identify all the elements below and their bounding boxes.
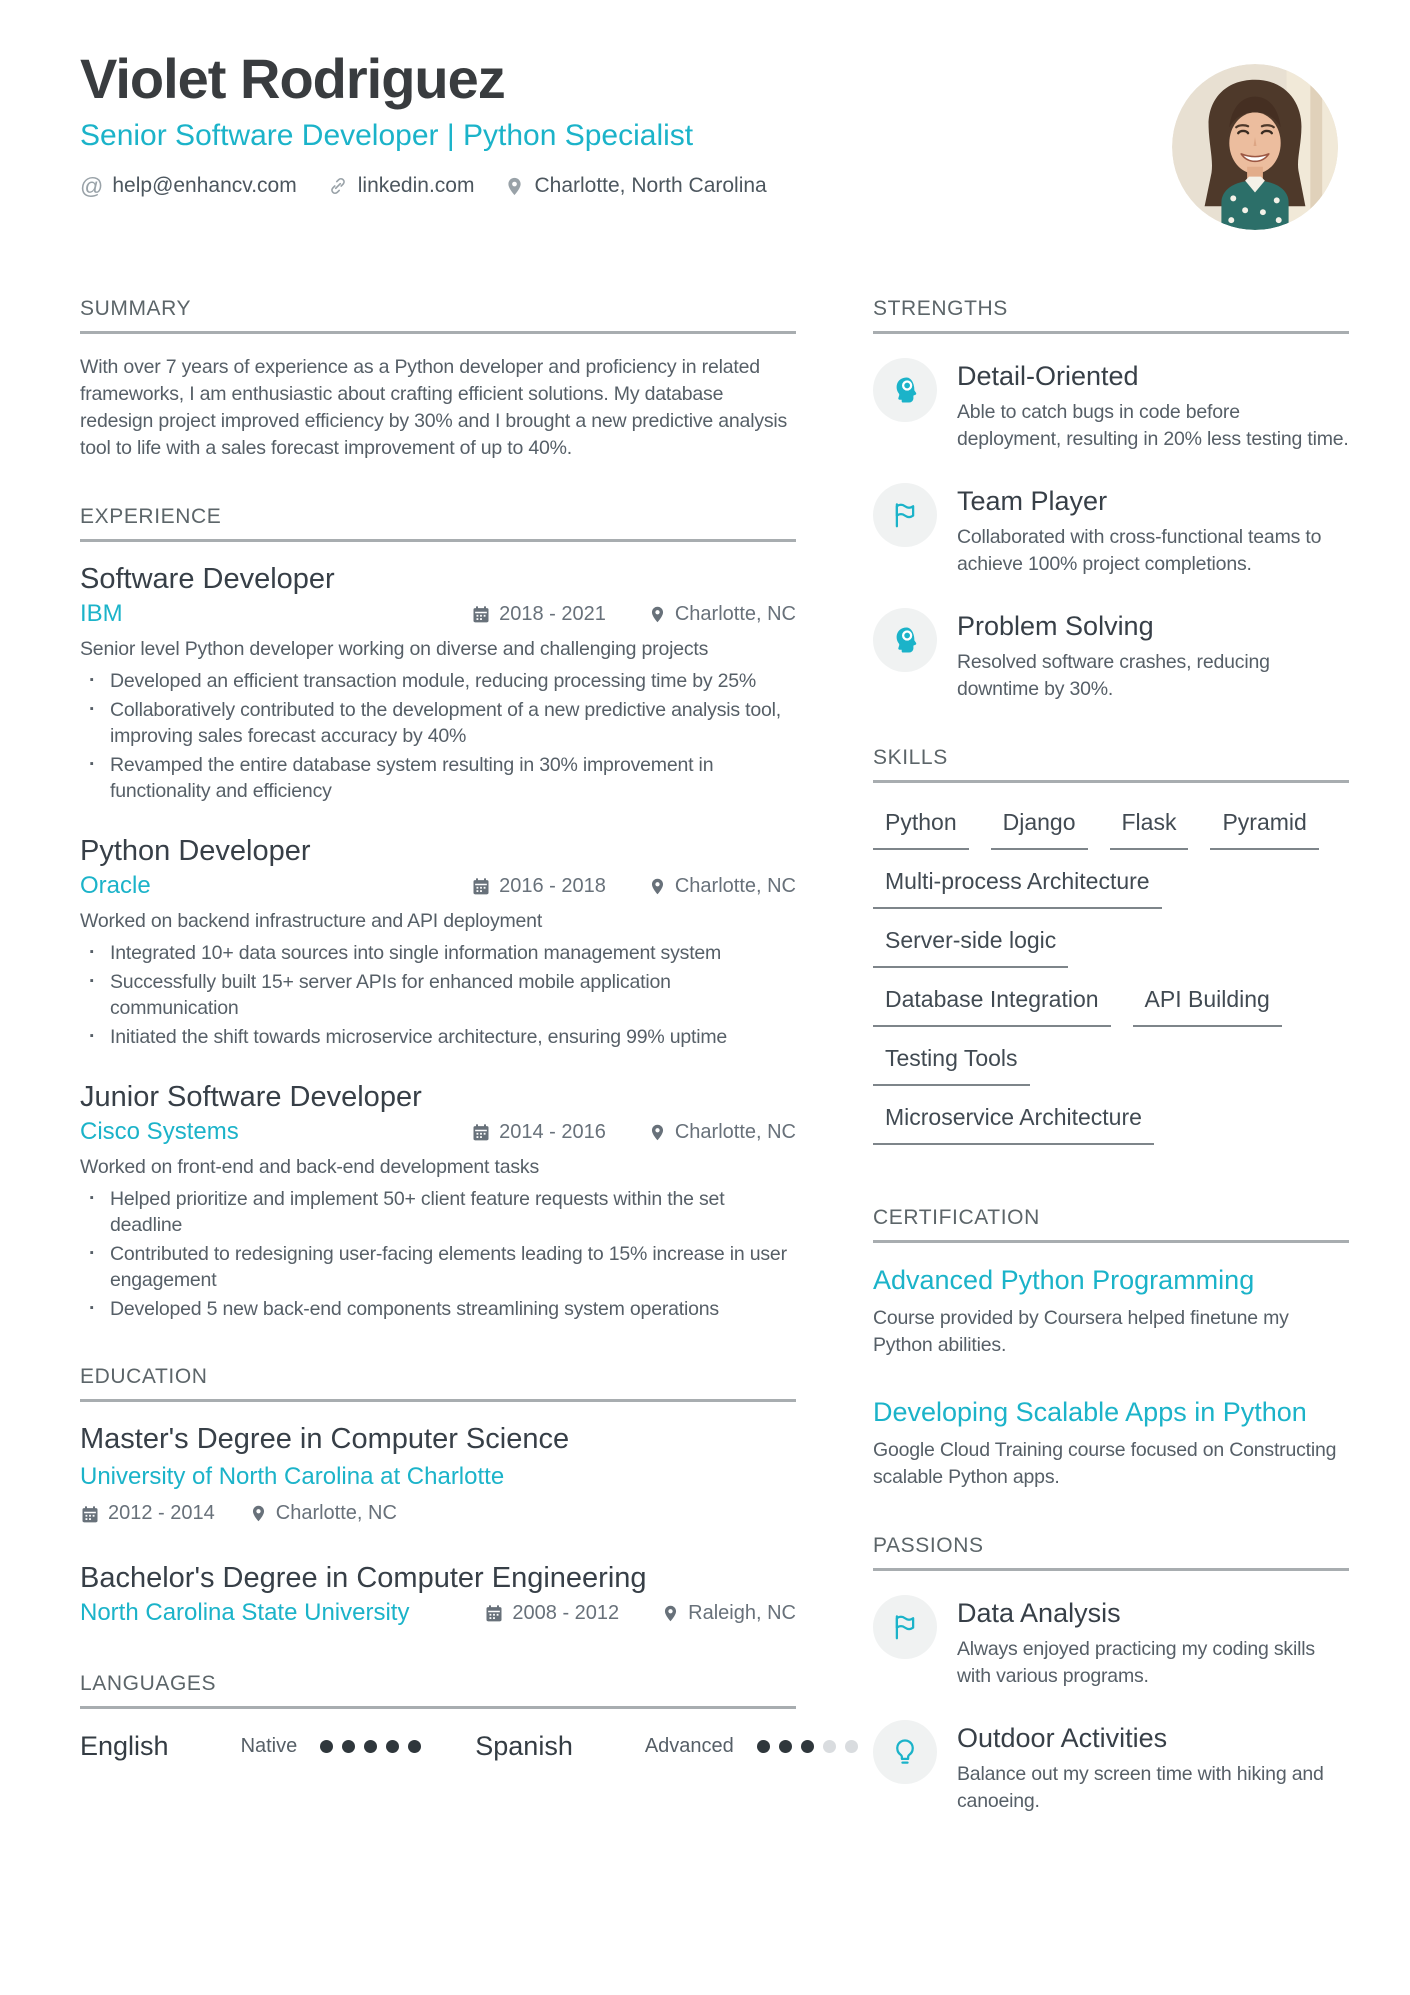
skills-list (873, 783, 1349, 1163)
education-dates: 2012 - 2014 (80, 1502, 215, 1525)
education-heading: EDUCATION (80, 1364, 796, 1402)
job-location: Charlotte, NC (648, 603, 796, 626)
contact-item-linkedin[interactable] (327, 174, 475, 198)
language-level: Native (240, 1734, 298, 1757)
language-row (80, 1729, 796, 1763)
skills-heading: SKILLS (873, 745, 1349, 783)
avatar (1172, 64, 1338, 230)
section-skills (873, 745, 1349, 1163)
job-bullets (80, 940, 796, 1050)
skill-tag: Multi-process Architecture (873, 868, 1162, 909)
education-entry (80, 1561, 796, 1629)
bullet-item: · Developed an efficient transaction module, reducing processing time by 25% (80, 668, 796, 694)
strength-text: Able to catch bugs in code before deployment, resulting in 20% less testing time. (957, 401, 1349, 450)
strength-text: Collaborated with cross-functional teams to achieve 100% project completions. (957, 526, 1322, 575)
job-title: Junior Software Developer (80, 1081, 422, 1113)
language-name: English (80, 1731, 169, 1761)
job-summary: Worked on backend infrastructure and API deployment (80, 910, 543, 932)
left-column (80, 296, 796, 1857)
languages-heading: LANGUAGES (80, 1671, 796, 1709)
contact-linkedin-text: linkedin.com (357, 174, 475, 197)
strength-title: Team Player (957, 486, 1108, 516)
skill-tag: Server-side logic (873, 927, 1068, 968)
certification-title: Developing Scalable Apps in Python (873, 1397, 1307, 1427)
contact-location-text: Charlotte, North Carolina (534, 174, 767, 197)
passion-item (873, 1720, 1349, 1815)
contact-row (80, 174, 1330, 198)
degree-title: Bachelor's Degree in Computer Engineering (80, 1562, 647, 1594)
skill-tag: Python (873, 809, 969, 850)
section-certification (873, 1205, 1349, 1491)
bullet-item: · Revamped the entire database system resulting in 30% improvement in functionality and efficiency (80, 752, 796, 804)
job-bullets (80, 1186, 796, 1322)
job-company: Cisco Systems (80, 1118, 239, 1145)
certification-item (873, 1395, 1349, 1491)
section-experience (80, 504, 796, 1322)
skill-tag: Pyramid (1210, 809, 1318, 850)
job-summary: Worked on front-end and back-end development tasks (80, 1156, 539, 1178)
job-company: IBM (80, 600, 123, 627)
contact-item-email[interactable] (80, 174, 297, 198)
strength-title: Problem Solving (957, 611, 1154, 641)
skill-tag: Flask (1110, 809, 1189, 850)
experience-heading: EXPERIENCE (80, 504, 796, 542)
school-name: North Carolina State University (80, 1599, 410, 1626)
language-name: Spanish (475, 1731, 573, 1761)
location-pin-icon (648, 605, 667, 624)
location-pin-icon (504, 176, 525, 197)
certification-text: Google Cloud Training course focused on Constructing scalable Python apps. (873, 1439, 1337, 1488)
job-summary: Senior level Python developer working on diverse and challenging projects (80, 638, 709, 660)
certification-item (873, 1263, 1349, 1359)
skill-tag: Microservice Architecture (873, 1104, 1154, 1145)
language-level-dots (311, 1740, 421, 1753)
bullet-item: · Initiated the shift towards microservice architecture, ensuring 99% uptime (80, 1024, 796, 1050)
strength-item (873, 483, 1349, 578)
calendar-icon (471, 1122, 491, 1142)
passion-title: Data Analysis (957, 1598, 1121, 1628)
section-summary (80, 296, 796, 462)
school-name: University of North Carolina at Charlotte (80, 1463, 505, 1490)
education-location: Raleigh, NC (661, 1602, 796, 1625)
job-location: Charlotte, NC (648, 1121, 796, 1144)
degree-title: Master's Degree in Computer Science (80, 1423, 570, 1455)
summary-text: With over 7 years of experience as a Python developer and proficiency in related frameworks, I am enthusiastic about crafting efficient solutions. My database redesign project improved efficiency by 30% and I brought a new predictive analysis tool to life with a sales forecast improvement of up to 40%. (80, 356, 788, 459)
right-column (873, 296, 1349, 1857)
language-item (475, 1729, 858, 1763)
head-icon (873, 608, 937, 672)
contact-item-location (504, 174, 766, 198)
certification-text: Course provided by Coursera helped finetune my Python abilities. (873, 1307, 1289, 1356)
passions-heading: PASSIONS (873, 1533, 1349, 1571)
location-pin-icon (648, 1123, 667, 1142)
strength-item (873, 608, 1349, 703)
job-dates: 2018 - 2021 (471, 603, 606, 626)
flag-icon (873, 483, 937, 547)
job-entry (80, 1080, 796, 1322)
section-passions (873, 1533, 1349, 1815)
skill-tag: API Building (1133, 986, 1282, 1027)
calendar-icon (471, 604, 491, 624)
language-item (80, 1729, 421, 1763)
job-entry (80, 562, 796, 804)
bullet-item: · Collaboratively contributed to the development of a new predictive analysis tool, improving sales forecast accuracy by 40% (80, 697, 796, 749)
contact-email-text: help@enhancv.com (112, 174, 297, 197)
education-location: Charlotte, NC (249, 1502, 397, 1525)
person-name: Violet Rodriguez (80, 47, 505, 110)
head-icon (873, 358, 937, 422)
location-pin-icon (249, 1504, 268, 1523)
bullet-item: · Integrated 10+ data sources into single information management system (80, 940, 796, 966)
at-icon: @ (80, 173, 104, 199)
strength-text: Resolved software crashes, reducing downtime by 30%. (957, 651, 1270, 700)
skill-tag: Django (991, 809, 1088, 850)
location-pin-icon (661, 1604, 680, 1623)
language-level: Advanced (644, 1734, 734, 1757)
location-pin-icon (648, 877, 667, 896)
passion-text: Balance out my screen time with hiking and canoeing. (957, 1763, 1324, 1812)
job-dates: 2016 - 2018 (471, 875, 606, 898)
content-columns (0, 296, 1410, 1857)
passion-title: Outdoor Activities (957, 1723, 1168, 1753)
job-title: Python Developer (80, 835, 311, 867)
job-location: Charlotte, NC (648, 875, 796, 898)
job-dates: 2014 - 2016 (471, 1121, 606, 1144)
summary-heading: SUMMARY (80, 296, 796, 334)
job-company: Oracle (80, 872, 151, 899)
strengths-heading: STRENGTHS (873, 296, 1349, 334)
skill-tag: Testing Tools (873, 1045, 1030, 1086)
flag-icon (873, 1595, 937, 1659)
certification-title: Advanced Python Programming (873, 1265, 1255, 1295)
strength-item (873, 358, 1349, 453)
calendar-icon (471, 876, 491, 896)
language-level-dots (748, 1740, 858, 1753)
education-entry (80, 1422, 796, 1525)
passion-item (873, 1595, 1349, 1690)
calendar-icon (484, 1603, 504, 1623)
passion-text: Always enjoyed practicing my coding skills with various programs. (957, 1638, 1315, 1687)
job-entry (80, 834, 796, 1050)
section-education (80, 1364, 796, 1629)
calendar-icon (80, 1504, 100, 1524)
skill-tag: Database Integration (873, 986, 1111, 1027)
bullet-item: · Developed 5 new back-end components streamlining system operations (80, 1296, 796, 1322)
section-strengths (873, 296, 1349, 703)
person-headline: Senior Software Developer | Python Specialist (80, 119, 694, 152)
education-dates: 2008 - 2012 (484, 1602, 619, 1625)
section-languages (80, 1671, 796, 1763)
job-title: Software Developer (80, 563, 335, 595)
strength-title: Detail-Oriented (957, 361, 1139, 391)
certification-heading: CERTIFICATION (873, 1205, 1349, 1243)
lightbulb-icon (873, 1720, 937, 1784)
bullet-item: · Contributed to redesigning user-facing elements leading to 15% increase in user engagement (80, 1241, 796, 1293)
bullet-item: · Helped prioritize and implement 50+ client feature requests within the set deadline (80, 1186, 796, 1238)
link-icon (327, 175, 349, 197)
job-bullets (80, 668, 796, 804)
bullet-item: · Successfully built 15+ server APIs for enhanced mobile application communication (80, 969, 796, 1021)
